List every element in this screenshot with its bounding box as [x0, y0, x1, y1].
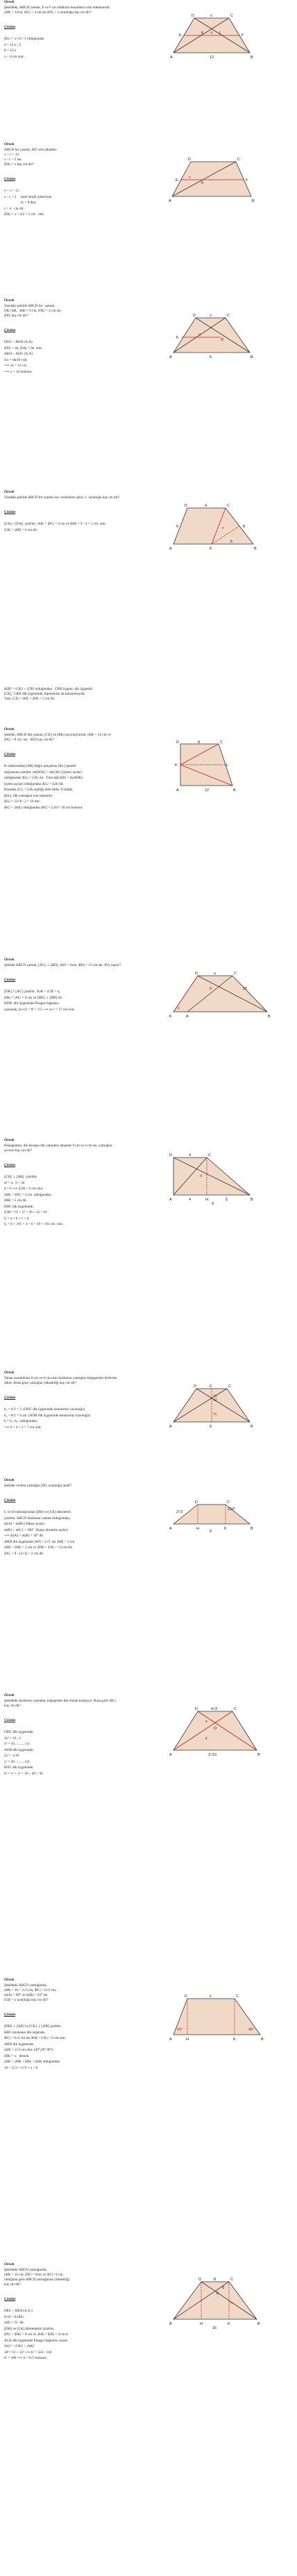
length-label: 16 — [212, 2326, 217, 2330]
length-label: 4 — [198, 333, 201, 337]
length-label: 45° — [248, 2028, 255, 2032]
solution-step: 2x² = 16 . 2 — [4, 1736, 21, 1740]
problem-text: |CD| = x uzunluğu kaç cm dir? — [4, 1998, 49, 2002]
vertex-label: L — [219, 31, 222, 35]
solution-step: doğrusunu çizelim. m(DCK) = m(CKL) (içters açılar) — [4, 770, 82, 774]
solution-step: AHD dik üçgeninde, — [4, 2042, 35, 2047]
vertex-label: C — [228, 1384, 231, 1389]
vertex-label: D — [185, 504, 187, 508]
problem-text: |DC| kaç cm dir? — [4, 314, 28, 318]
length-label: 4 — [189, 1153, 192, 1158]
geometry-figure — [167, 1989, 278, 2048]
vertex-label: D — [185, 1994, 187, 1999]
problem-text: OK//AB, |AB| = 6 cm, |OK| = 4 cm ise, — [4, 309, 62, 313]
vertex-label: O — [214, 1727, 217, 1731]
problem-text: |AB| = 12cm, |KL| = 4 cm ise |DC| = x uzunluğu kaç cm dir? — [4, 10, 92, 15]
length-label: x — [205, 1720, 207, 1724]
problem-text: |EK| = x kaç cm dir? — [4, 162, 34, 167]
length-label: 4 — [210, 31, 213, 35]
problem-text: Şekildeki ABCD yamuğunda, — [4, 1983, 47, 1988]
solution-step: y² = 20 .......... (2) — [4, 1759, 30, 1764]
length-label: x — [210, 1994, 212, 1999]
vertex-label: D — [195, 972, 198, 976]
problem-text: |AB| = 16 cm, |DC| = 8cm ve |EC|= 6 cm — [4, 2273, 63, 2277]
length-label: 8 — [214, 2278, 217, 2282]
vertex-label: A — [169, 2037, 172, 2042]
solution-step: h₁ = 6/2 = 3 (DOC dik üçgeninde kenarortay uzunluğu) — [4, 1407, 85, 1412]
vertex-label: B — [268, 1015, 271, 1019]
solution-step: h² = 180 ⟹ h = 6√5 bulunur. — [4, 2356, 48, 2360]
vertex-label: A — [186, 1015, 189, 1019]
vertex-label: A — [169, 1198, 172, 1202]
length-label: 2√3 — [176, 1510, 183, 1514]
solution-label: Çözüm — [4, 177, 16, 181]
solution-step: KDB dik üçgeninde Pisagor bağıntısı — [4, 1001, 59, 1006]
problem-text: Şekildeki ikizkenar yamukta, köşegenler dik olarak kesişiyor. Buna göre |BC| — [4, 1699, 116, 1703]
geometry-figure — [167, 153, 278, 212]
vertex-label: L — [226, 763, 229, 768]
vertex-label: A — [169, 1527, 172, 1531]
length-label: 60° — [177, 2028, 183, 2032]
solution-step: Buradan |CL| = |LB| eşitliği elde edilir. O hâlde, — [4, 788, 74, 792]
vertex-label: D — [188, 158, 191, 162]
vertex-label: C — [230, 14, 233, 18]
length-label: x — [189, 176, 191, 180]
vertex-label: C — [234, 1707, 237, 1711]
length-label: 5 — [230, 540, 233, 544]
vertex-label: B — [252, 199, 255, 203]
solution-step: 2c = 8 den, — [4, 201, 37, 205]
solution-step: K noktasından [AB] doğru parçasına [KL] paralel — [4, 764, 76, 768]
solution-step: |CK| = |AD| = 6 cm dir. — [4, 527, 38, 532]
problem-text: Yandaki şekilde ABCD bir yamuk, — [4, 304, 56, 308]
vertex-label: B — [251, 1198, 253, 1202]
geometry-figure — [167, 1489, 278, 1548]
solution-step: Ç = 9 + √61 + 4 + 6 = 19 + √61 cm olur. — [4, 1222, 64, 1226]
length-label: 4 — [205, 504, 207, 508]
solution-label: Çözüm — [4, 1396, 16, 1400]
example-heading: Örnek — [4, 490, 15, 494]
length-label: d — [200, 1174, 203, 1178]
solution-step: |KL| = 12+8 / 2 = 10 dur. — [4, 799, 40, 804]
solution-step: olduğundan |KL| = |CK| dır. Yine m(LKB) = m(ABK) — [4, 776, 83, 780]
geometry-figure — [167, 310, 278, 368]
problem-text: kaç cm dir? — [4, 1704, 22, 1708]
length-label: 4 — [189, 1198, 192, 1202]
solution-step: 2y² = 4.10 — [4, 1754, 19, 1758]
vertex-label: B — [261, 2037, 264, 2042]
vertex-label: A — [169, 2322, 172, 2326]
solution-step: AKO ~ ADC (A.A) — [4, 352, 33, 356]
solution-step: Ç = a + b + c + d — [4, 1216, 29, 1221]
solution-label: Çözüm — [4, 25, 16, 29]
example-heading: Örnek — [4, 2262, 15, 2266]
length-label: 8 — [198, 740, 201, 745]
trapezoid-shape — [172, 162, 251, 196]
geometry-figure — [167, 738, 278, 797]
solution-step: h = h₁+h₂ olduğundan, — [4, 1419, 38, 1423]
solution-step: ⟹ x = 12 bulunur. — [4, 369, 33, 374]
solution-step: |DC| = |HK| = 8 cm ve |AH| = |KB| = 4 cm d — [4, 2332, 68, 2337]
solution-step: yazarsak, (a+c)² = 8² + 15² ⟹ a+c = 17 cm olur. — [4, 1007, 75, 1012]
vertex-label: C — [227, 1500, 230, 1505]
vertex-label: A — [169, 1753, 172, 1757]
solution-step: d² = 4 . 9 = 36 — [4, 1180, 25, 1185]
example-heading: Örnek — [4, 0, 15, 4]
example-heading: Örnek — [4, 1138, 15, 1142]
example-heading: Örnek — [4, 1978, 15, 1982]
vertex-label: B — [251, 1527, 253, 1531]
solution-step: ⟹ h = 4 + 3 = 7 cm olur. — [4, 1425, 42, 1430]
solution-step: |AH| = |KB| = 3 cm ve |DH| = |CK| = √3 cm dir. — [4, 1545, 73, 1550]
solution-step: BOC dik üçgeninde, — [4, 1765, 34, 1770]
solution-step: 10 + 2√3 = 2√3 + x + 6 — [4, 2065, 38, 2070]
solution-step: ACK dik üçgeninde Pisagor bağıntısı yazalı — [4, 2338, 68, 2343]
solution-step: b² = x² + y² = 16 + 20 = 36 — [4, 1771, 43, 1776]
solution-step: [KL], dik yamuğun orta tabanıdır. — [4, 793, 53, 798]
solution-step: |DK| = |AC| = 8 cm ve [DK] ⊥ [DB] dir. — [4, 995, 63, 1000]
solution-step: [DK] // [AC] çizelim. KAl = |CD| = a, — [4, 990, 60, 994]
solution-step: [DH] ⊥ [AB] ve [CK] ⊥ [AB] çizelim. — [4, 2024, 62, 2028]
trapezoid-shape — [173, 1999, 260, 2035]
example-heading: Örnek — [4, 1371, 15, 1375]
solution-step: x + c = 13 — [4, 189, 19, 193]
length-label: 6 — [210, 355, 212, 359]
problem-text: [CE], CKB dik üçgeninde, hipotenüse ait kenarortaydır. — [4, 692, 85, 696]
length-label: 8 — [243, 525, 246, 529]
solution-step: [CH] ⊥ [AB] çizelim. — [4, 1175, 37, 1179]
length-label: y — [205, 1736, 207, 1740]
vertex-label: E — [176, 178, 178, 183]
solution-step: 8/16 = 6/|AE| — [4, 2314, 24, 2319]
length-label: 6 — [210, 1384, 212, 1389]
problem-text: ABCD bir yamuk, |EF| orta tabandır. — [4, 148, 58, 152]
solution-step: x = 4 cm olur. — [4, 54, 25, 59]
vertex-label: F — [241, 33, 244, 37]
vertex-label: C — [220, 740, 223, 745]
length-label: 8 — [210, 1530, 212, 1534]
length-label: x — [222, 526, 224, 530]
vertex-label: D — [198, 2278, 201, 2282]
vertex-label: D — [169, 1153, 172, 1158]
solution-step: h₂ = 8/2 = 4 cm (AOB dik üçgeninde kenarortay uzunluğu) — [4, 1413, 90, 1418]
length-label: 12 — [210, 56, 214, 60]
solution-label: Çözüm — [4, 1498, 16, 1502]
length-label: 12 — [205, 788, 210, 793]
vertex-label: H — [205, 1198, 208, 1202]
problem-text: Yandaki şekilde ABCD bir yamuk ise; verilenlere göre, x uzunluğu kaç cm dir? — [4, 495, 120, 500]
vertex-label: K — [228, 2322, 230, 2326]
solution-label: Çözüm — [4, 2297, 16, 2301]
solution-label: Çözüm — [4, 752, 16, 756]
vertex-label: K — [169, 1015, 172, 1019]
vertex-label: C — [227, 314, 230, 318]
length-label: 5 — [226, 1198, 228, 1202]
trapezoid-shape — [173, 318, 250, 353]
vertex-label: C — [237, 158, 240, 162]
example-heading: Örnek — [4, 1693, 15, 1697]
vertex-label: A — [169, 355, 172, 359]
solution-step: |AH| = 2√3 cm olur. (30°,60°,90°) — [4, 2048, 53, 2052]
problem-text: Şekildeki, ABCD yamuk, E ve F air oldukları kenarların orta noktalarıdır. — [4, 6, 110, 10]
solution-step: c = 4 cm dir. — [4, 206, 24, 211]
vertex-label: C — [230, 2278, 233, 2282]
solution-step: |BC| = 6√2 cm ise |KB| = |CK| = 6 cm olur. — [4, 2036, 67, 2040]
trapezoid-shape — [173, 976, 267, 1012]
example-heading: Örnek — [4, 142, 15, 146]
solution-step: C ve D noktalarından [DH] ve [CK] dikmeleri — [4, 1510, 71, 1514]
solution-step: x - c = 5 taraf tarafa çıkarırsak — [4, 194, 52, 199]
problem-text: diktir. Buna göre yamuğun yüksekliği kaç cm dir? — [4, 1381, 77, 1385]
problem-text: olduğuna göre ABCD yamuğunun yüksekliği — [4, 2278, 69, 2282]
solution-step: DEC ~ BEA (A.A.) — [4, 2309, 33, 2313]
vertex-label: B — [257, 2322, 260, 2326]
vertex-label: B — [254, 547, 257, 551]
length-label: 8 — [210, 1425, 212, 1429]
vertex-label: D — [194, 1384, 196, 1389]
vertex-label: B — [251, 355, 253, 359]
solution-step: x² = 16 .......... (1) — [4, 1742, 30, 1746]
solution-step: |BC| = 2|KL| olduğundan |BC| = 2.10 = 20 cm bulunur. — [4, 805, 83, 810]
problem-text: kaç cm dir? — [4, 2282, 22, 2287]
vertex-label: A — [170, 56, 173, 60]
solution-step: |AE| = 12 dir. — [4, 2321, 25, 2325]
geometry-figure — [167, 969, 278, 1028]
solution-step: DOC ~ BOA (A.A) — [4, 340, 33, 344]
vertex-label: D — [195, 1500, 198, 1505]
problem-text: Şekilde verilen yamuğun |DC| uzunluğu nedir? — [4, 1484, 72, 1488]
solution-step: |AB| = |AH| + |HK| + |KB| olduğundan — [4, 2060, 60, 2064]
length-label: 150° — [228, 1507, 236, 1511]
solution-step: ⟹ 3x = 12+2x — [4, 364, 27, 368]
solution-label: Çözüm — [4, 978, 16, 982]
problem-text: |KB|² = |CK|² + |CB|² olduğundan CKB üçgeni, dik üçgendir. — [4, 687, 94, 691]
vertex-label: A — [169, 547, 172, 551]
example-heading: Örnek — [4, 727, 15, 731]
problem-text: |AB| = 10 + 2√3 cm, |BC| = 6√2 cm, — [4, 1988, 57, 1992]
solution-step: |HB| = 5 cm dir. — [4, 1198, 28, 1203]
vertex-label: H — [186, 2037, 189, 2042]
solution-step: (içters açılar) olduğundan |KL| = |LB| dir. — [4, 781, 64, 786]
solution-step: |AH| = |DC| = 4 cm olduğundan, — [4, 1192, 52, 1197]
length-label: 4√2 — [211, 1707, 218, 1711]
vertex-label: K — [224, 1527, 227, 1531]
vertex-label: D — [195, 1707, 198, 1711]
vertex-label: E — [217, 2291, 219, 2296]
problem-text: |DC| = 8 cm ise, |KD| kaç cm dir? — [4, 738, 55, 742]
example-heading: Örnek — [4, 298, 15, 303]
vertex-label: C — [236, 1994, 239, 1999]
solution-step: [DH] ve [CK] dikmelerini çizelim. — [4, 2326, 55, 2331]
solution-step: m(B) + m(C) = 180° (Karşı durumlu açılar) — [4, 1527, 68, 1532]
length-label: 8 — [210, 987, 212, 991]
vertex-label: C — [208, 1153, 211, 1158]
vertex-label: A — [169, 199, 171, 203]
length-label: 15 — [243, 987, 248, 991]
trapezoid-shape — [173, 1711, 257, 1750]
example-heading: Örnek — [4, 958, 15, 962]
vertex-label: D — [193, 314, 196, 318]
vertex-label: E — [179, 33, 182, 37]
solution-step: |DC| = 8 - (3+3) = 2 cm dir. — [4, 1551, 44, 1556]
vertex-label: A — [176, 788, 179, 793]
geometry-figure — [167, 1704, 278, 1763]
length-label: h — [230, 2301, 233, 2305]
length-label: x — [210, 14, 212, 18]
solution-step: ODC dik üçgeninde, — [4, 1730, 34, 1734]
solution-step: d = 6 ⟹ |CH| = 6 cm olur. — [4, 1187, 44, 1191]
vertex-label: K — [176, 336, 179, 340]
vertex-label: O — [221, 338, 224, 342]
solution-step: |HK| = x dersek, — [4, 2053, 30, 2058]
geometry-figure — [167, 1149, 278, 1208]
length-label: h₂ — [214, 1412, 218, 1416]
length-label: 6 — [176, 525, 179, 529]
problem-text: Taban uzunlukları 8 cm ve 6 cm olan ikizkenar yamuğun köşegenleri birbirine — [4, 1376, 117, 1380]
solution-label: Çözüm — [4, 1163, 16, 1167]
problem-text: Şekildeki ABCD yamuğunda, — [4, 2268, 47, 2272]
solution-step: BHC dik üçgeninde, — [4, 1204, 34, 1209]
vertex-label: B — [257, 1753, 260, 1757]
trapezoid-shape — [173, 2282, 257, 2319]
solution-step: çizelim. ABCD ikizkenar yamuk olduğundan, — [4, 1516, 71, 1520]
problem-text: Köşegenleri, dik kesişen dik yamukta, tabanlar 9 cm ve 4 cm ise, yamuğun — [4, 1144, 112, 1148]
solution-step: |AC|² = |CK|² + |AK|² — [4, 2344, 35, 2348]
solution-label: Çözüm — [4, 2012, 16, 2017]
solution-label: Çözüm — [4, 1718, 16, 1722]
solution-step: 4/x = 6k/(6+x)k — [4, 357, 27, 362]
vertex-label: O — [214, 1398, 217, 1403]
solution-step: 8 = 12-x — [4, 49, 17, 53]
problem-text: x + c = 13 — [4, 153, 19, 157]
length-label: c — [178, 1006, 180, 1010]
vertex-label: K — [175, 763, 178, 768]
solution-step: 18² = h² + 12² ⟹ h² = 324 - 144 — [4, 2350, 52, 2355]
problem-text: Şekilde, ABCD dik yamuk, [CK] ve [BK] açıortaylarıdır. |AB| = 12 cm ve — [4, 733, 111, 737]
vertex-label: K — [201, 31, 204, 35]
vertex-label: B — [251, 56, 253, 60]
geometry-figure — [167, 2273, 278, 2332]
geometry-figure — [167, 11, 278, 70]
length-label: a — [214, 972, 217, 976]
solution-step: ⟹ m(A) = m(B) = 30° dir. — [4, 1534, 44, 1538]
solution-step: m(A) = m(B) (Taban açılar) — [4, 1522, 44, 1526]
solution-step: [CK] // [DA] çizelim. |AK| = |DC| = 4 cm ve |KB| = 9 - 4 = 5 cm. olur — [4, 522, 106, 526]
solution-label: Çözüm — [4, 510, 16, 514]
vertex-label: B — [251, 1425, 253, 1429]
solution-step: KBC ikizkenar dik üçgende, — [4, 2030, 46, 2035]
vertex-label: D — [192, 14, 194, 18]
solution-step: AOB dik üçgeninde, — [4, 1747, 34, 1752]
solution-step: |DO| = xk, |OA| = 6k olur. — [4, 346, 43, 350]
solution-step: AHD dik üçgeninde |AD| = 2√3 ise |AH| = 3 cm — [4, 1539, 75, 1544]
problem-text: Yani, |CE| = |KE| = |EB| = 5 cm dir. — [4, 697, 56, 701]
solution-step: |CB|² = 6² + 5² = 36 + 25 = 61 — [4, 1210, 48, 1214]
vertex-label: C — [234, 972, 237, 976]
length-label: x — [210, 314, 212, 318]
problem-text: x - c = 5 ise, — [4, 158, 22, 162]
solution-step: |KL| = x+12 / 2 olduğundan — [4, 37, 44, 41]
solution-step: |EK| = x = 4/2 = 2 cm olur. — [4, 212, 45, 217]
vertex-label: H — [200, 2322, 203, 2326]
vertex-label: F — [246, 178, 248, 183]
vertex-label: H — [196, 1527, 199, 1531]
vertex-label: B — [233, 788, 236, 793]
trapezoid-shape — [173, 508, 253, 544]
geometry-figure — [167, 501, 278, 560]
vertex-label: D — [176, 740, 179, 745]
vertex-label: K — [201, 181, 204, 185]
length-label: h₁ — [214, 1394, 217, 1398]
example-heading: Örnek — [4, 1478, 15, 1482]
vertex-label: K — [233, 2037, 236, 2042]
vertex-label: C — [227, 504, 230, 508]
length-label: 2√10 — [208, 1753, 217, 1757]
solution-step: 4 = 12-x / 2 — [4, 42, 22, 47]
vertex-label: A — [169, 1425, 172, 1429]
length-label: 9 — [212, 1202, 214, 1206]
geometry-figure — [167, 1382, 278, 1441]
solution-label: Çözüm — [4, 328, 16, 332]
problem-text: Şekilde ABCD yamuk, [AC] ⊥ [BD], |AO| = 8cm, |BD| = 15 cm ise; AVç kaçtır? — [4, 963, 121, 967]
trapezoid-shape — [173, 1505, 250, 1524]
vertex-label: K — [210, 547, 212, 551]
problem-text: m(A) = 60° ve m(B) = 45° ise — [4, 1993, 48, 1997]
problem-text: çevresi kaç cm dir? — [4, 1149, 33, 1153]
length-label: 6 — [222, 2286, 225, 2290]
